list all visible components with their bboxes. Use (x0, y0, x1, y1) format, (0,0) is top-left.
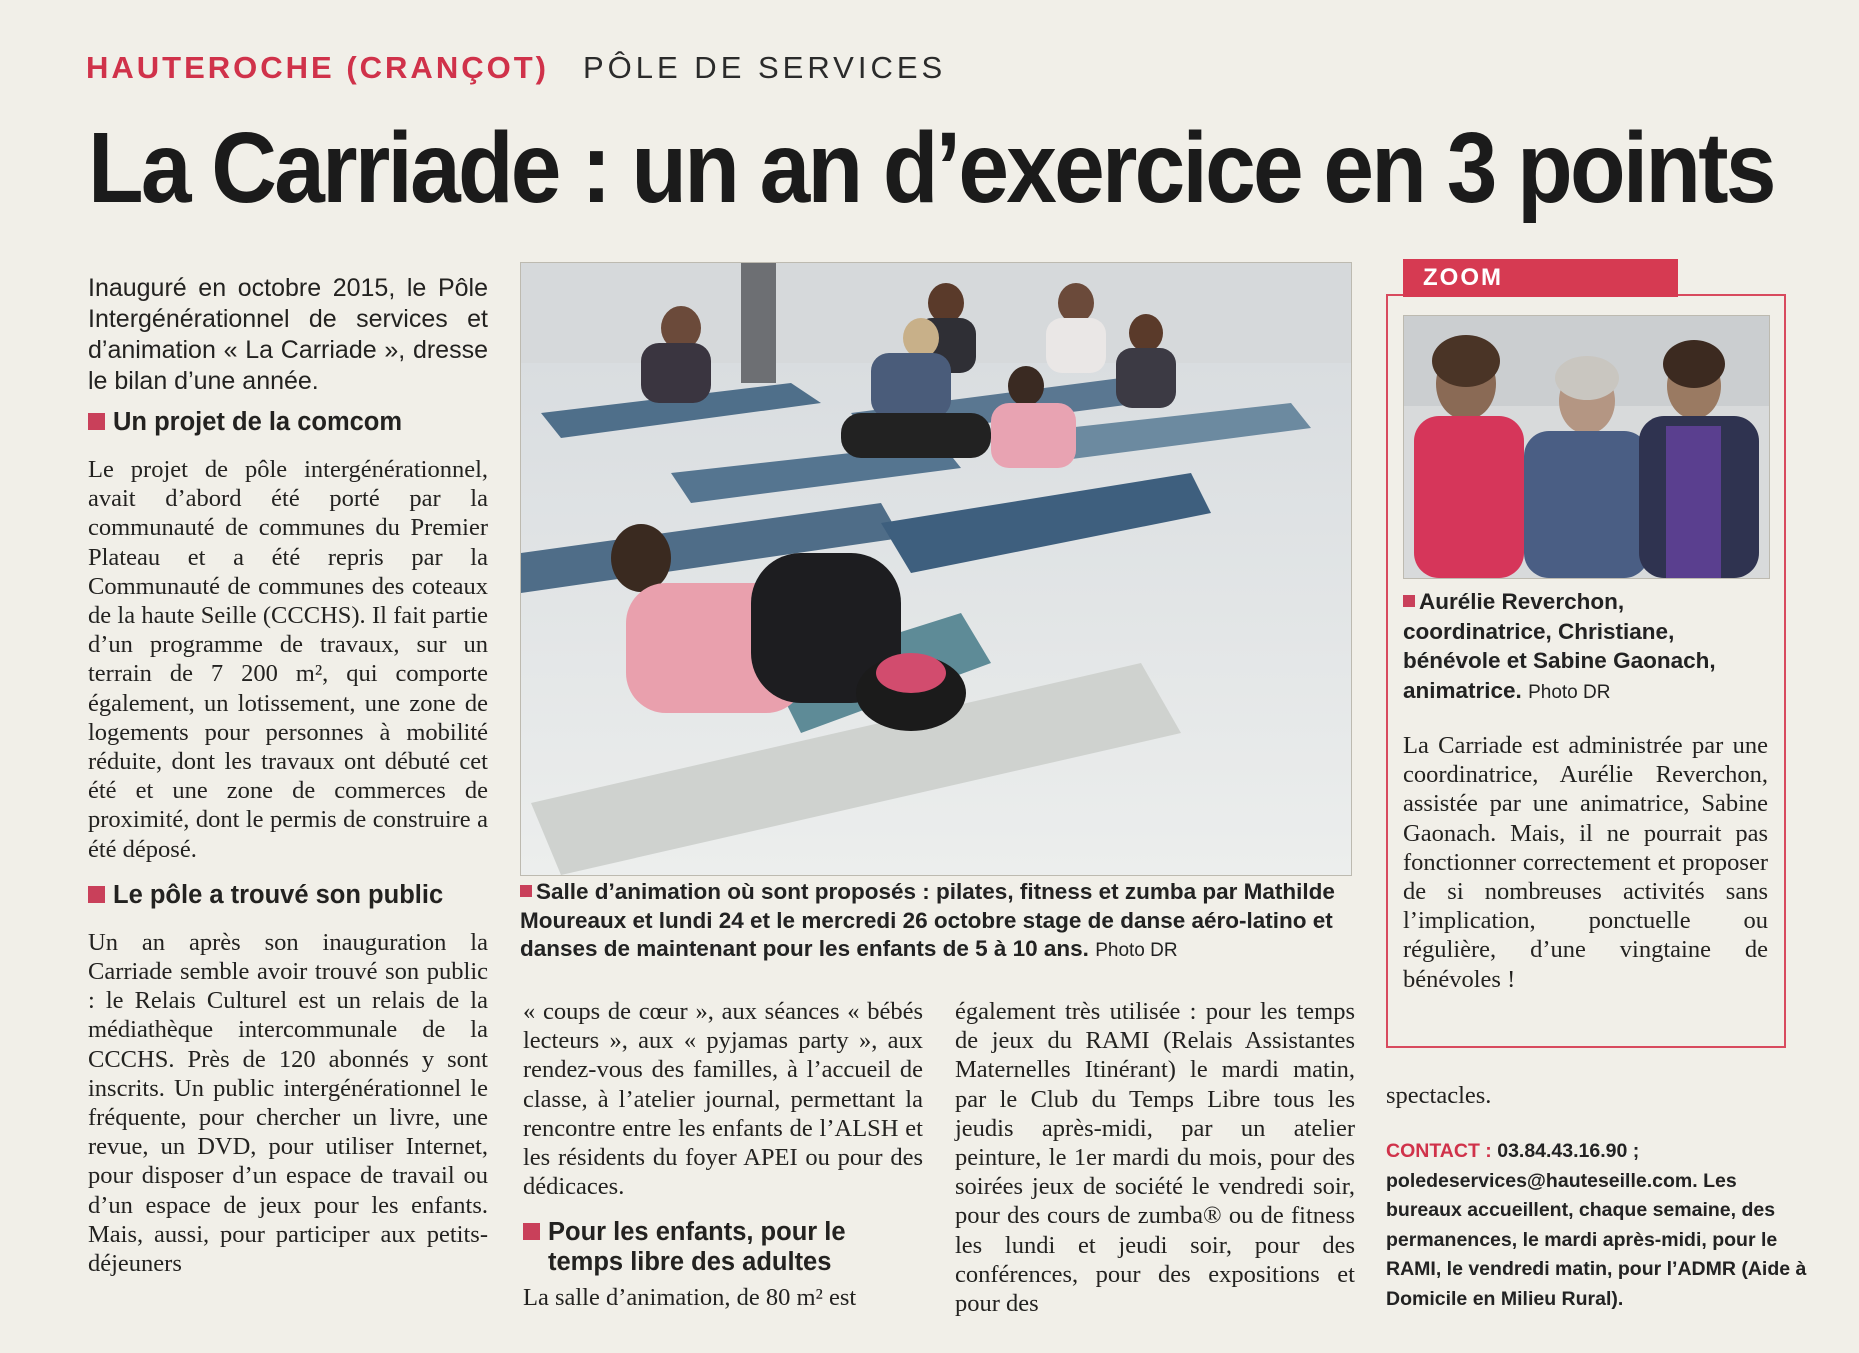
bullet-square-icon (523, 1223, 540, 1240)
main-photo (520, 262, 1352, 876)
section2-body-a: Un an après son inauguration la Carriade semble avoir trouvé son public : le Relais Culturel est un relais de la médiathèque intercommunale de la CCCHS. Près de 120 abonnés y sont inscrits. Un public intergénérationnel le fréquente, pour chercher un livre, une revue, un DVD, pour utiliser Internet, pour disposer d’un espace de travail ou d’un espace de jeux pour les enfants. Mais, aussi, pour participer aux petits-déjeuners (88, 928, 488, 1278)
main-photo-caption (520, 878, 1350, 966)
zoom-photo-credit: Photo DR (1528, 681, 1611, 703)
section3-body-b: également très utilisée : pour les temps de jeux du RAMI (Relais Assistantes Maternelles Itinérant) le mardi matin, par le Club du Temps Libre tous les jeudis après-midi, par un atelier peinture, le 1er mardi du mois, pour des soirées jeux de société le vendredi soir, pour des cours de zumba® ou de fitness les lundi et jeudi soir, pour des conférences, pour des expositions et pour des (955, 998, 1355, 1318)
zoom-tab: ZOOM (1403, 259, 1678, 297)
kicker-section: PÔLE DE SERVICES (582, 50, 947, 85)
bullet-square-icon (88, 413, 105, 430)
kicker (86, 50, 946, 86)
section2-heading-text: Le pôle a trouvé son public (113, 880, 444, 909)
kicker-place: HAUTEROCHE (CRANÇOT) (86, 50, 549, 85)
lead-paragraph: Inauguré en octobre 2015, le Pôle Intergénérationnel de services et d’animation « La Carriade », dresse le bilan d’une année. (88, 274, 488, 395)
bullet-square-icon (520, 885, 532, 897)
section3-heading (523, 1217, 923, 1277)
zoom-photo-caption-text: Aurélie Reverchon, coordinatrice, Christiane, bénévole et Sabine Gaonach, animatrice. (1403, 589, 1716, 703)
section1-heading (88, 407, 488, 437)
section3-body-c: spectacles. (1386, 1082, 1492, 1109)
section2-body-b: « coups de cœur », aux séances « bébés lecteurs », aux « pyjamas party », aux rendez-vous des familles, à l’accueil de classe, à l’atelier journal, permettant la rencontre entre les enfants de l’ALSH et les résidents du foyer APEI ou pour des dédicaces. (523, 998, 923, 1201)
zoom-photo (1403, 315, 1770, 579)
fitness-class-photo (521, 263, 1351, 875)
section1-body: Le projet de pôle intergénérationnel, avait d’abord été porté par la communauté de communes du Premier Plateau et a été repris par la Communauté de communes des coteaux de la haute Seille (CCCHS). Il fait partie d’un programme de travaux, sur un terrain de 7 200 m², qui comporte également, un lotissement, une zone de logements pour personnes à mobilité réduite, dont les travaux ont débuté cet été et une zone de commerces de proximité, dont le permis de construire a été déposé. (88, 456, 488, 863)
section2-heading (88, 880, 488, 910)
middle-column (523, 997, 923, 1313)
bullet-square-icon (1403, 595, 1415, 607)
contact-label: CONTACT : (1386, 1140, 1492, 1162)
right-middle-column (955, 997, 1355, 1318)
bullet-square-icon (88, 886, 105, 903)
contact-text: 03.84.43.16.90 ; poledeservices@hauteseille.com. Les bureaux accueillent, chaque semaine, des permanences, le mardi après-midi, pour le RAMI, le vendredi matin, pour l’ADMR (Aide à Domicile en Milieu Rural). (1386, 1140, 1807, 1310)
main-photo-credit: Photo DR (1095, 940, 1178, 961)
section3-body-a: La salle d’animation, de 80 m² est (523, 1284, 857, 1312)
zoom-body: La Carriade est administrée par une coordinatrice, Aurélie Reverchon, assistée par une animatrice, Sabine Gaonach. Mais, il ne pourrait pas fonctionner correctement et proposer de si nombreuses activités sans l’implication, ponctuelle ou régulière, d’une vingtaine de bénévoles ! (1403, 732, 1768, 993)
staff-portrait-photo (1404, 316, 1769, 578)
zoom-photo-caption (1403, 587, 1773, 707)
section1-heading-text: Un projet de la comcom (113, 408, 403, 436)
left-column (88, 273, 488, 1278)
section3-heading-text: Pour les enfants, pour le temps libre des adultes (548, 1218, 846, 1277)
contact-block (1386, 1137, 1816, 1314)
headline: La Carriade : un an d’exercice en 3 points (88, 112, 1774, 224)
main-photo-caption-text: Salle d’animation où sont proposés : pilates, fitness et zumba par Mathilde Moureaux et lundi 24 et le mercredi 26 octobre stage de danse aéro-latino et danses de maintenant pour les enfants de 5 à 10 ans. (520, 879, 1335, 961)
